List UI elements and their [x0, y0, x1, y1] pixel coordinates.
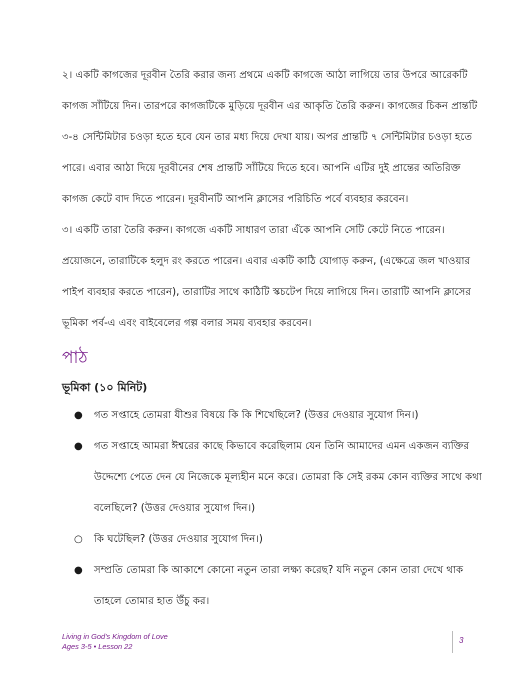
page-number: 3 — [459, 636, 464, 645]
footer-divider — [452, 631, 453, 653]
list-item — [62, 555, 482, 617]
list-item — [62, 400, 482, 431]
question-list — [62, 400, 482, 617]
list-item — [62, 431, 482, 524]
footer-course-title: Living in God's Kingdom of Love — [62, 632, 168, 641]
list-item-text: কি ঘটেছিল? (উত্তর দেওয়ার সুযোগ দিন।) — [94, 534, 263, 545]
paragraph-step-2: ২। একটি কাগজের দূরবীন তৈরি করার জন্য প্রথমে একটি কাগজে আঠা লাগিয়ে তার উপরে আরেকটি কাগজ সাঁটিয়ে দিন। তারপরে কাগজটিকে মুড়িয়ে দূরবীন এর আকৃতি তৈরি করুন। কাগজের চিকন প্রান্তটি ৩-৪ সেন্টিমিটার চওড়া হতে হবে যেন তার মধ্য দিয়ে দেখা যায়। অপর প্রান্তটি ৭ সেন্টিমিটার চওড়া হতে পারে। এবার আঠা দিয়ে দূরবীনের শেষ প্রান্তটি সাঁটিয়ে দিতে হবে। আপনি এটির দুই প্রান্তের অতিরিক্ত কাগজ কেটে বাদ দিতে পারেন। দূরবীনটি আপনি ক্লাসের পরিচিতি পর্বে ব্যবহার করবেন। — [62, 70, 478, 205]
list-item-text: গত সপ্তাহে তোমরা যীশুর বিষয়ে কি কি শিখেছিলে? (উত্তর দেওয়ার সুযোগ দিন।) — [94, 410, 419, 421]
footer-course-info — [62, 632, 168, 652]
list-item — [62, 524, 482, 555]
bullet-dot-icon — [74, 555, 83, 586]
section-title: পাঠ — [62, 348, 88, 368]
bullet-dot-icon — [74, 400, 83, 431]
bullet-circle-icon — [74, 524, 83, 555]
introduction-heading: ভূমিকা (১০ মিনিট) — [62, 381, 148, 394]
paragraph-step-3: ৩। একটি তারা তৈরি করুন। কাগজে একটি সাধারণ তারা এঁকে আপনি সেটি কেটে নিতে পারেন। প্রয়োজনে, তারাটিকে হলুদ রং করতে পারেন। এবার একটি কাঠি যোগাড় করুন, (এক্ষেত্রে জল খাওয়ার পাইপ ব্যবহার করতে পারেন), তারাটির সাথে কাঠিটি স্কচটেপ দিয়ে লাগিয়ে দিন। তারাটি আপনি ক্লাসের ভূমিকা পর্ব-এ এবং বাইবেলের গল্প বলার সময় ব্যবহার করবেন। — [62, 225, 471, 329]
list-item-text: গত সপ্তাহে আমরা ঈশ্বরের কাছে কিভাবে করেছিলাম যেন তিনি আমাদের এমন একজন ব্যক্তির উদ্দেশ্যে পেতে দেন যে নিজেকে মূল্যহীন মনে করে। তোমরা কি সেই রকম কোন ব্যক্তির সাথে কথা বলেছিলে? (উত্তর দেওয়ার সুযোগ দিন।) — [94, 441, 482, 514]
bullet-dot-icon — [74, 431, 83, 462]
footer-course-lesson: Ages 3-5 • Lesson 22 — [62, 642, 133, 651]
list-item-text: সম্প্রতি তোমরা কি আকাশে কোনো নতুন তারা লক্ষ্য করেছ? যদি নতুন কোন তারা দেখে থাক তাহলে তোমার হাত উঁচু কর। — [94, 565, 464, 607]
